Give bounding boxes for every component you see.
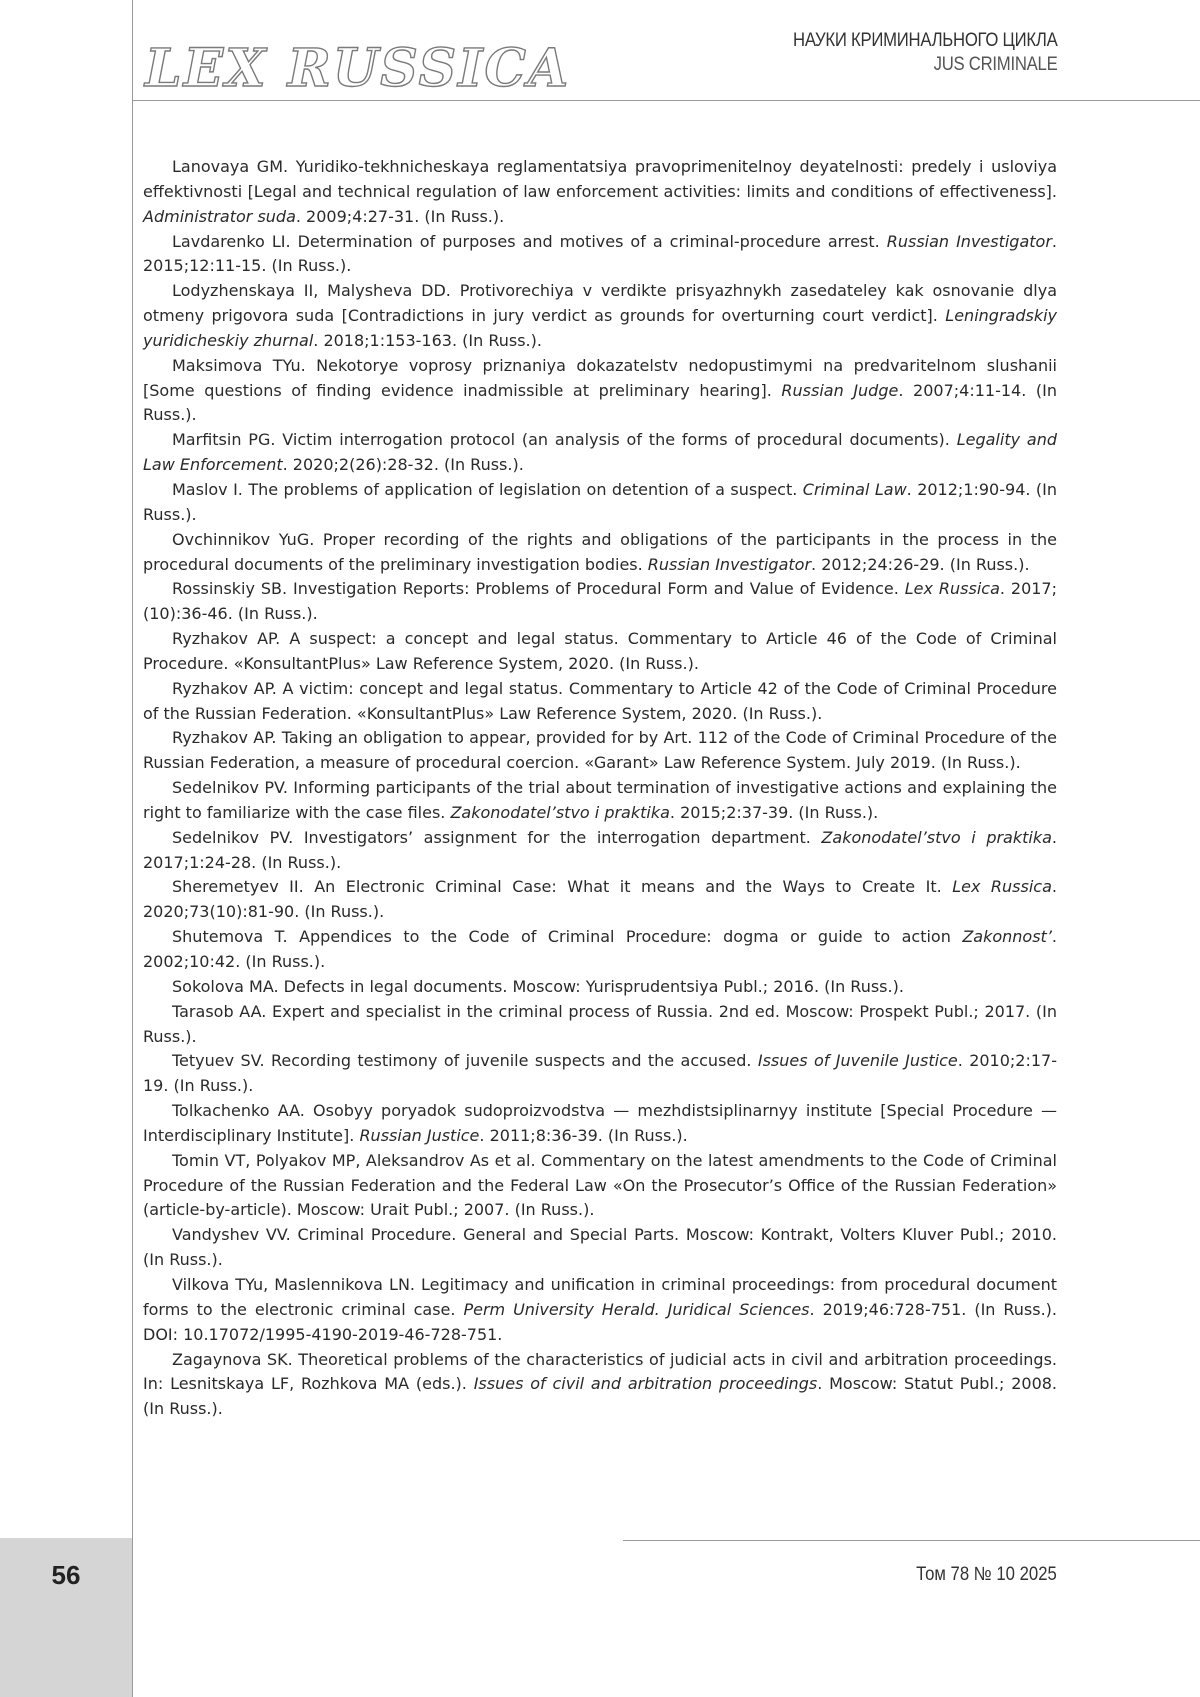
reference-journal: Zakonodatel’stvo i praktika [450,802,670,822]
reference-journal: Leningradskiy yuridicheskiy zhurnal [143,306,1057,350]
reference-text: Maksimova TYu. Nekotorye voprosy priznaniya dokazatelstv nedopustimymi na predvaritelnom slushanii [Some questions of finding evidence inadmissible at preliminary hearing]. [143,355,1057,400]
reference-details: . 2020;2(26):28-32. (In Russ.). [282,455,524,475]
reference-entry [143,1000,1057,1050]
reference-entry [143,677,1057,727]
reference-details: . 2011;8:36-39. (In Russ.). [479,1125,688,1145]
reference-text: Sokolova MA. Defects in legal documents. Moscow: Yurisprudentsiya Publ.; 2016. (In Russ.). [172,976,904,996]
reference-text: Zagaynova SK. Theoretical problems of the characteristics of judicial acts in civil and arbitration proceedings. In: Lesnitskaya LF, Rozhkova MA (eds.). [143,1349,1057,1394]
reference-entry [143,726,1057,776]
reference-journal: Russian Investigator [647,554,812,574]
reference-text: Ovchinnikov YuG. Proper recording of the rights and obligations of the participants in the process in the procedural documents of the preliminary investigation bodies. [143,529,1057,574]
reference-journal: Legality and Law Enforcement [143,430,1058,475]
page-number: 56 [51,1560,81,1590]
reference-entry [143,279,1057,354]
reference-entry [143,1099,1057,1149]
reference-text: Sedelnikov PV. Informing participants of the trial about termination of investigative actions and explaining the right to familiarize with the case files. [143,778,1057,822]
reference-details: . 2017;1:24-28. (In Russ.). [143,827,1057,872]
reference-details: . 2010;2:17-19. (In Russ.). [143,1051,1058,1096]
reference-details: . 2018;1:153-163. (In Russ.). [313,330,542,350]
reference-journal: Lex Russica [904,579,1000,599]
section-title-ru: НАУКИ КРИМИНАЛЬНОГО ЦИКЛА [792,30,1057,51]
reference-details: . 2002;10:42. (In Russ.). [143,927,1057,971]
reference-entry [143,428,1057,478]
reference-journal: Russian Judge [781,380,899,400]
left-margin-rule [132,0,133,1697]
reference-entry [143,354,1057,429]
reference-details: . 2019;46:728-751. (In Russ.). DOI: 10.17072/1995-4190-2019-46-728-751. [143,1299,1058,1344]
reference-details: . 2009;4:27-31. (In Russ.). [295,206,505,226]
reference-entry [143,975,1057,1000]
reference-text: Sedelnikov PV. Investigators’ assignment for the interrogation department. [172,827,822,847]
reference-entry [143,826,1057,876]
reference-entry [143,776,1057,826]
reference-details: . 2017;(10):36-46. (In Russ.). [143,579,1058,624]
section-title-latin: JUS CRIMINALE [933,54,1057,75]
reference-text: Tolkachenko AA. Osobyy poryadok sudoproizvodstva — mezhdistsiplinarnyy institute [Special Procedure — Interdisciplinary Institute]. [143,1101,1057,1145]
reference-text: Lanovaya GM. Yuridiko-tekhnicheskaya reglamentatsiya pravoprimenitelnoy deyatelnosti: predely i usloviya effektivnosti [Legal and technical regulation of law enforcement activities: limits and conditions of effectiveness]. [143,157,1057,201]
reference-journal: Administrator suda [143,206,296,226]
reference-text: Vandyshev VV. Criminal Procedure. General and Special Parts. Moscow: Kontrakt, Volters Kluver Publ.; 2010. (In Russ.). [143,1225,1057,1270]
reference-journal: Lex Russica [952,877,1052,897]
reference-text: Tetyuev SV. Recording testimony of juvenile suspects and the accused. [172,1051,758,1071]
reference-journal: Perm University Herald. Juridical Sciences [463,1299,810,1319]
journal-logo: LEX RUSSICA [145,38,571,99]
reference-journal: Issues of Juvenile Justice [757,1051,958,1071]
header-rule [132,100,1200,101]
reference-entry [143,1273,1057,1348]
reference-journal: Russian Investigator [886,231,1052,251]
reference-journal: Russian Justice [359,1125,480,1145]
reference-entry [143,925,1057,975]
reference-entry [143,1348,1057,1423]
reference-list [143,155,1057,1422]
reference-entry [143,1223,1057,1273]
reference-entry [143,1049,1057,1099]
reference-entry [143,1149,1057,1224]
reference-journal: Zakonnost’ [962,927,1052,947]
reference-entry [143,478,1057,528]
reference-journal: Issues of civil and arbitration proceedings [473,1374,818,1394]
reference-journal: Criminal Law [802,479,907,499]
reference-entry [143,875,1057,925]
reference-details: . 2015;12:11-15. (In Russ.). [143,231,1057,276]
reference-details: . 2012;1:90-94. (In Russ.). [143,479,1058,524]
reference-entry [143,528,1057,578]
reference-details: . 2020;73(10):81-90. (In Russ.). [143,877,1057,922]
section-heading [757,30,1057,76]
reference-journal: Zakonodatel’stvo i praktika [821,827,1052,847]
reference-details: . Moscow: Statut Publ.; 2008. (In Russ.). [143,1374,1058,1419]
reference-text: Maslov I. The problems of application of legislation on detention of a suspect. [172,479,803,499]
reference-text: Ryzhakov AP. A suspect: a concept and legal status. Commentary to Article 46 of the Code of Criminal Procedure. «KonsultantPlus» Law Reference System, 2020. (In Russ.). [143,629,1057,673]
reference-text: Lavdarenko LI. Determination of purposes and motives of a criminal-procedure arrest. [172,231,887,251]
reference-text: Ryzhakov AP. A victim: concept and legal status. Commentary to Article 42 of the Code of Criminal Procedure of the Russian Federation. «KonsultantPlus» Law Reference System, 2020. (In Russ.). [143,678,1057,723]
reference-text: Tomin VT, Polyakov MP, Aleksandrov As et al. Commentary on the latest amendments to the Code of Criminal Procedure of the Russian Federation and the Federal Law «On the Prosecutor’s Office of the Russian Federation» (article-by-article). Moscow: Urait Publ.; 2007. (In Russ.). [143,1150,1057,1220]
reference-text: Marfitsin PG. Victim interrogation protocol (an analysis of the forms of procedural documents). [172,430,957,450]
reference-text: Lodyzhenskaya II, Malysheva DD. Protivorechiya v verdikte prisyazhnykh zasedateley kak osnovanie dlya otmeny prigovora suda [Contradictions in jury verdict as grounds for overturning court verdict]. [143,281,1057,326]
reference-details: . 2012;24:26-29. (In Russ.). [811,554,1030,574]
issue-info: Том 78 № 10 2025 [916,1564,1057,1585]
reference-entry [143,155,1057,230]
reference-entry [143,577,1057,627]
reference-text: Sheremetyev II. An Electronic Criminal Case: What it means and the Ways to Create It. [172,877,953,897]
reference-text: Rossinskiy SB. Investigation Reports: Problems of Procedural Form and Value of Evidence. [172,579,905,599]
reference-entry [143,230,1057,280]
reference-details: . 2007;4:11-14. (In Russ.). [143,380,1057,425]
reference-text: Tarasob AA. Expert and specialist in the criminal process of Russia. 2nd ed. Moscow: Prospekt Publ.; 2017. (In Russ.). [143,1001,1057,1046]
reference-details: . 2015;2:37-39. (In Russ.). [669,802,879,822]
reference-text: Shutemova T. Appendices to the Code of Criminal Procedure: dogma or guide to action [172,927,963,947]
footer-rule [623,1540,1200,1541]
reference-text: Ryzhakov AP. Taking an obligation to appear, provided for by Art. 112 of the Code of Criminal Procedure of the Russian Federation, a measure of procedural coercion. «Garant» Law Reference System. July 2019. (In Russ.). [143,728,1057,773]
reference-entry [143,627,1057,677]
reference-text: Vilkova TYu, Maslennikova LN. Legitimacy and unification in criminal proceedings: from procedural document forms to the electronic criminal case. [143,1274,1057,1319]
